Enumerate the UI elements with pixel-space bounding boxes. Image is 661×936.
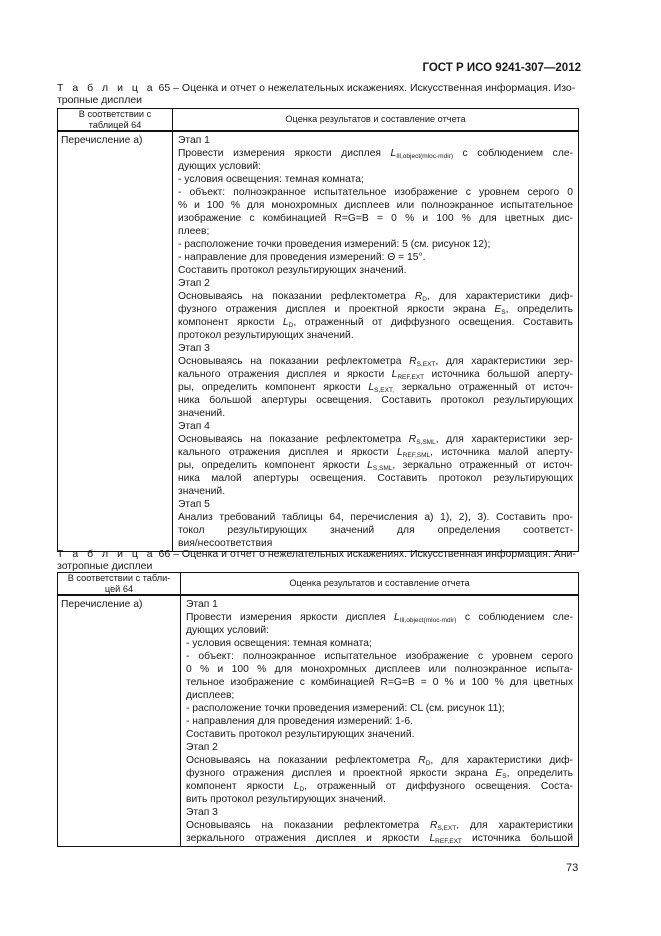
text-line: компонент яркости $L_D$, отраженный от диффузного освещения. Соста- [186, 781, 573, 793]
text-line: дующих условий: [186, 625, 269, 636]
symbol: $R_{S,EXT}$ [409, 356, 436, 368]
symbol: $L_{REF,SML}$ [396, 447, 431, 459]
symbol: $L_{Ill,object(mloc-mdir)}$ [390, 148, 453, 160]
text-line: компонент яркости $L_D$, отраженный от диффузного освещения. Составить [178, 317, 573, 329]
text-line: Основываясь на показание рефлектометра $R_{S,SML}$, для характеристики зер- [178, 434, 573, 446]
text-line: ры, определить компонент яркости $L_{S,EXT,}$ зеркально отраженный от источ- [178, 382, 573, 394]
text-line: Составить протокол результирующих значений. [178, 265, 407, 276]
text-line: - условия освещения: темная комната; [186, 638, 372, 649]
document-header: ГОСТ Р ИСО 9241-307—2012 [422, 62, 581, 74]
text-line: зеркального отражения дисплея и яркости $L_{REF,EXT}$ источника большой [186, 833, 573, 845]
text-line: кального отражения дисплея и яркости $L_{REF,EXT}$ источника большой аперту- [178, 369, 574, 381]
text-line: Основываясь на показании рефлектометра $R_D$, для характеристики диф- [186, 755, 573, 767]
column-header-reference: В соответствии с таблицей 64 [58, 109, 173, 132]
text-line: дующих условий: [178, 161, 261, 172]
text-line: ры, определить компонент яркости $L_{S,SML}$, зеркально отраженный от источ- [178, 460, 573, 472]
text-line: изображение с комбинацией R=G=B = 0 % и 100 % для цветных дис- [178, 213, 573, 224]
table-66 [57, 572, 579, 847]
text-line: Составить протокол результирующих значений. [186, 729, 415, 740]
text-line: фузного отражения дисплея и проектной яркости экрана $E_S$, определить [186, 768, 573, 780]
text-line: Основываясь на показании рефлектометра $R_D$, для характеристики диф- [178, 291, 573, 303]
symbol: $R_D$ [414, 291, 427, 303]
text-line: значений. [178, 486, 226, 497]
evaluation-text [173, 131, 579, 552]
text-line: - объект: полноэкранное испытательное изображение с уровнем серого 0 [178, 187, 573, 198]
text-line: значений. [178, 408, 226, 419]
text-line: тельное изображение с комбинацией R=G=B = 0 % и 100 % для цветных [186, 677, 573, 688]
text-line: 0 % и 100 % для монохромных дисплеев или полноэкранное испыта- [186, 664, 573, 675]
text-line: - направление для проведения измерений: Θ = 15°. [178, 252, 426, 263]
text-line: Этап 5 [178, 499, 210, 510]
symbol: $L_{S,SML}$ [367, 460, 393, 472]
table-65 [57, 108, 579, 552]
caption-text: 66 – Оценка и отчет о нежелательных искажениях. Искусственная информация. Ани- [155, 548, 576, 560]
page-number: 73 [566, 862, 579, 874]
symbol: $E_S$ [494, 304, 506, 316]
text-line: ника большой апертуры освещения. Составить протокол результирующих [178, 395, 573, 406]
text-line: Этап 4 [178, 421, 210, 432]
text-line: Этап 1 [186, 599, 218, 610]
text-line: токол результирующих значений для определения соответст- [178, 525, 573, 536]
text-line: - направления для проведения измерений: 1-6. [186, 716, 413, 727]
text-line: дисплеев; [186, 690, 235, 701]
text-line: плеев; [178, 226, 210, 237]
symbol: $L_{Ill,object(mloc-mdir)}$ [393, 612, 457, 624]
caption-text-cont: зотропные дисплеи [57, 560, 153, 572]
symbol: $E_S$ [495, 768, 507, 780]
column-header-evaluation: Оценка результатов и составление отчета [173, 109, 579, 132]
text-line: Провести измерения яркости дисплея $L_{Ill,object(mloc-mdir)}$ с соблюдением сле- [186, 612, 574, 624]
symbol: $L_D$ [293, 781, 305, 793]
table-65-caption [57, 82, 579, 106]
text-line: - условия освещения: темная комната; [178, 174, 364, 185]
text-line: Этап 3 [178, 343, 210, 354]
text-line: кального отражения дисплея и яркости $L_{REF,SML}$, источника малой аперту- [178, 447, 573, 459]
symbol: $L_{REF,EXT}$ [391, 369, 425, 381]
text-line: фузного отражения дисплея и проектной яркости экрана $E_S$, определить [178, 304, 573, 316]
text-line: - расположение точки проведения измерений: 5 (см. рисунок 12); [178, 239, 491, 250]
column-header-reference: В соответствии с табли-цей 64 [58, 573, 181, 596]
text-line: - объект: полноэкранное испытательное изображение с уровнем серого [186, 651, 573, 662]
text-line: ника малой апертуры освещения. Составить протокол результирующих [178, 473, 573, 484]
symbol: $R_{S,EXT}$ [429, 820, 457, 832]
text-line: Этап 3 [186, 807, 218, 818]
text-line: вия/несоответствия [178, 538, 273, 549]
caption-label: Т а б л и ц а [57, 82, 156, 94]
row-label: Перечисление а) [58, 595, 181, 847]
text-line: % и 100 % для монохромных дисплеев или полноэкранное испытательное [178, 200, 573, 211]
caption-text-cont: тропные дисплеи [57, 94, 143, 106]
row-label: Перечисление а) [58, 131, 173, 552]
text-line: Этап 1 [178, 135, 210, 146]
text-line: протокол результирующих значений. [178, 330, 354, 341]
column-header-evaluation: Оценка результатов и составление отчета [181, 573, 579, 596]
text-line: вить протокол результирующих значений. [186, 794, 386, 805]
symbol: $R_D$ [418, 755, 431, 767]
text-line: Провести измерения яркости дисплея $L_{Ill,object(mloc-mdir)}$ с соблюдением сле- [178, 148, 573, 160]
symbol: $R_{S,SML}$ [408, 434, 436, 446]
text-line: Основываясь на показании рефлектометра $R_{S,EXT}$, для характеристики [186, 820, 574, 832]
table-66-caption [57, 548, 579, 572]
caption-label: Т а б л и ц а [57, 548, 156, 560]
evaluation-text [181, 595, 579, 847]
text-line: Этап 2 [178, 278, 210, 289]
text-line: - расположение точки проведения измерений: CL (см. рисунок 11); [186, 703, 505, 714]
text-line: Основываясь на показании рефлектометра $R_{S,EXT}$, для характеристики зер- [178, 356, 573, 368]
symbol: $L_D$ [282, 317, 294, 329]
symbol: $L_{REF,EXT}$ [429, 833, 462, 845]
text-line: Анализ требований таблицы 64, перечисления а) 1), 2), 3). Составить про- [178, 512, 573, 523]
caption-text: 65 – Оценка и отчет о нежелательных искажениях. Искусственная информация. Изо- [155, 82, 576, 94]
symbol: $L_{S,EXT,}$ [368, 382, 395, 394]
text-line: Этап 2 [186, 742, 218, 753]
